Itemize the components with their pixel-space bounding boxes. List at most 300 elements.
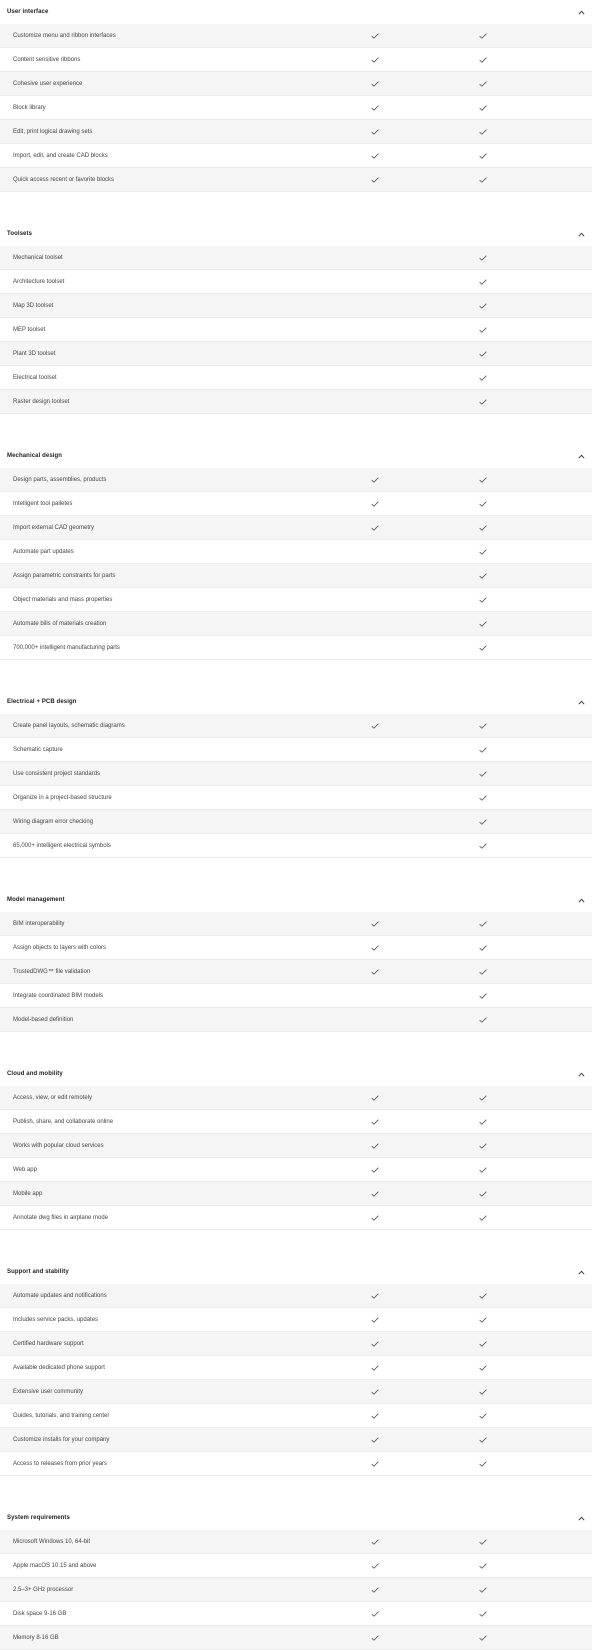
check-icon	[371, 1341, 379, 1347]
plan-1-cell	[370, 1626, 380, 1649]
check-icon	[479, 1389, 487, 1395]
check-icon	[371, 921, 379, 927]
section-title: Mechanical design	[7, 453, 63, 459]
plan-1-cell	[370, 738, 380, 761]
plan-1-cell	[370, 1158, 380, 1181]
plan-1-cell	[370, 294, 380, 317]
check-icon	[479, 33, 487, 39]
table-row	[0, 294, 592, 318]
chevron-up-icon[interactable]	[577, 698, 585, 706]
check-icon	[371, 723, 379, 729]
feature-label: Assign objects to layers with colors	[13, 944, 107, 951]
plan-1-cell	[370, 1332, 380, 1355]
check-icon	[479, 1167, 487, 1173]
table-row	[0, 270, 592, 294]
plan-2-cell	[478, 714, 488, 737]
check-icon	[479, 399, 487, 405]
table-row	[0, 1530, 592, 1554]
table-row	[0, 1008, 592, 1032]
chevron-up-icon[interactable]	[577, 452, 585, 460]
section-title: Cloud and mobility	[7, 1071, 63, 1077]
feature-label: Customize installs for your company	[13, 1436, 110, 1443]
plan-1-cell	[370, 1554, 380, 1577]
feature-label: Microsoft Windows 10, 64-bit	[13, 1538, 91, 1545]
feature-label: Disk space 9-16 GB	[13, 1610, 67, 1617]
plan-2-cell	[478, 96, 488, 119]
plan-1-cell	[370, 1404, 380, 1427]
section-title: Support and stability	[7, 1269, 69, 1275]
check-icon	[479, 969, 487, 975]
check-icon	[371, 1539, 379, 1545]
plan-1-cell	[370, 786, 380, 809]
plan-1-cell	[370, 1086, 380, 1109]
table-row	[0, 1602, 592, 1626]
table-row	[0, 342, 592, 366]
check-icon	[479, 81, 487, 87]
feature-rows	[0, 1530, 592, 1650]
section-title: Toolsets	[7, 231, 33, 237]
section-header[interactable]	[0, 1506, 592, 1530]
plan-2-cell	[478, 1134, 488, 1157]
feature-label: Map 3D toolset	[13, 302, 54, 309]
check-icon	[479, 843, 487, 849]
plan-2-cell	[478, 810, 488, 833]
plan-2-cell	[478, 1086, 488, 1109]
check-icon	[371, 1365, 379, 1371]
check-icon	[479, 1461, 487, 1467]
check-icon	[479, 549, 487, 555]
feature-label: Wiring diagram error checking	[13, 818, 94, 825]
plan-1-cell	[370, 366, 380, 389]
feature-label: Memory 8-16 GB	[13, 1634, 59, 1641]
feature-label: Automate part updates	[13, 548, 74, 555]
plan-2-cell	[478, 144, 488, 167]
plan-1-cell	[370, 1284, 380, 1307]
feature-label: Extensive user community	[13, 1388, 84, 1395]
check-icon	[479, 1413, 487, 1419]
check-icon	[479, 105, 487, 111]
table-row	[0, 120, 592, 144]
table-row	[0, 72, 592, 96]
check-icon	[479, 921, 487, 927]
check-icon	[371, 57, 379, 63]
plan-2-cell	[478, 1110, 488, 1133]
feature-label: Intelligent tool palletes	[13, 500, 73, 507]
section-header[interactable]	[0, 1062, 592, 1086]
section-title: User interface	[7, 9, 49, 15]
table-row	[0, 714, 592, 738]
table-row	[0, 540, 592, 564]
feature-label: Mechanical toolset	[13, 254, 63, 261]
check-icon	[479, 351, 487, 357]
feature-label: Import external CAD geometry	[13, 524, 95, 531]
plan-2-cell	[478, 1332, 488, 1355]
plan-1-cell	[370, 1110, 380, 1133]
table-row	[0, 1380, 592, 1404]
check-icon	[371, 945, 379, 951]
plan-2-cell	[478, 1452, 488, 1475]
feature-label: Cohesive user experience	[13, 80, 83, 87]
table-row	[0, 1452, 592, 1476]
check-icon	[371, 1461, 379, 1467]
section-header[interactable]	[0, 444, 592, 468]
plan-2-cell	[478, 72, 488, 95]
feature-label: 700,000+ intelligent manufacturing parts	[13, 644, 120, 651]
plan-1-cell	[370, 540, 380, 563]
feature-label: Block library	[13, 104, 46, 111]
plan-1-cell	[370, 810, 380, 833]
table-row	[0, 1308, 592, 1332]
plan-2-cell	[478, 1206, 488, 1229]
section-electrical-pcb-design	[0, 690, 592, 858]
chevron-up-icon[interactable]	[577, 896, 585, 904]
plan-2-cell	[478, 786, 488, 809]
feature-label: Web app	[13, 1166, 37, 1173]
check-icon	[371, 1191, 379, 1197]
check-icon	[479, 597, 487, 603]
table-row	[0, 168, 592, 192]
plan-2-cell	[478, 738, 488, 761]
feature-label: Edit, print logical drawing sets	[13, 128, 93, 135]
check-icon	[371, 1119, 379, 1125]
table-row	[0, 834, 592, 858]
plan-2-cell	[478, 24, 488, 47]
plan-2-cell	[478, 1404, 488, 1427]
check-icon	[479, 153, 487, 159]
chevron-up-icon[interactable]	[577, 230, 585, 238]
plan-2-cell	[478, 1626, 488, 1649]
table-row	[0, 984, 592, 1008]
feature-label: Customize menu and ribbon interfaces	[13, 32, 116, 39]
plan-2-cell	[478, 246, 488, 269]
check-icon	[371, 1563, 379, 1569]
table-row	[0, 588, 592, 612]
table-row	[0, 144, 592, 168]
table-row	[0, 468, 592, 492]
feature-rows	[0, 714, 592, 858]
feature-label: BIM interoperability	[13, 920, 65, 927]
plan-2-cell	[478, 1380, 488, 1403]
plan-2-cell	[478, 636, 488, 659]
table-row	[0, 762, 592, 786]
plan-2-cell	[478, 468, 488, 491]
feature-rows	[0, 246, 592, 414]
section-header[interactable]	[0, 690, 592, 714]
check-icon	[371, 153, 379, 159]
section-header[interactable]	[0, 0, 592, 24]
check-icon	[479, 1341, 487, 1347]
check-icon	[479, 1017, 487, 1023]
plan-2-cell	[478, 612, 488, 635]
feature-label: Model-based definition	[13, 1016, 74, 1023]
section-user-interface	[0, 0, 592, 192]
check-icon	[479, 945, 487, 951]
check-icon	[371, 1293, 379, 1299]
check-icon	[371, 1215, 379, 1221]
check-icon	[479, 723, 487, 729]
plan-2-cell	[478, 1008, 488, 1031]
table-row	[0, 492, 592, 516]
chevron-up-icon[interactable]	[577, 8, 585, 16]
table-row	[0, 516, 592, 540]
plan-1-cell	[370, 1206, 380, 1229]
plan-1-cell	[370, 912, 380, 935]
feature-label: Automate updates and notifications	[13, 1292, 107, 1299]
feature-label: Annotate dwg files in airplane mode	[13, 1214, 109, 1221]
check-icon	[479, 129, 487, 135]
plan-2-cell	[478, 1158, 488, 1181]
feature-rows	[0, 24, 592, 192]
plan-1-cell	[370, 1182, 380, 1205]
plan-1-cell	[370, 984, 380, 1007]
chevron-up-icon[interactable]	[577, 1070, 585, 1078]
plan-1-cell	[370, 564, 380, 587]
check-icon	[479, 1563, 487, 1569]
feature-label: 2.5–3+ GHz processor	[13, 1586, 74, 1593]
section-header[interactable]	[0, 1260, 592, 1284]
plan-2-cell	[478, 1602, 488, 1625]
check-icon	[479, 279, 487, 285]
table-row	[0, 936, 592, 960]
table-row	[0, 1134, 592, 1158]
table-row	[0, 564, 592, 588]
feature-rows	[0, 468, 592, 660]
plan-2-cell	[478, 294, 488, 317]
check-icon	[479, 621, 487, 627]
check-icon	[371, 1143, 379, 1149]
check-icon	[371, 1317, 379, 1323]
plan-2-cell	[478, 984, 488, 1007]
plan-1-cell	[370, 390, 380, 413]
check-icon	[479, 747, 487, 753]
table-row	[0, 1110, 592, 1134]
plan-1-cell	[370, 1602, 380, 1625]
check-icon	[371, 969, 379, 975]
plan-2-cell	[478, 564, 488, 587]
plan-1-cell	[370, 636, 380, 659]
check-icon	[479, 525, 487, 531]
feature-label: Design parts, assemblies, products	[13, 476, 107, 483]
plan-2-cell	[478, 342, 488, 365]
table-row	[0, 96, 592, 120]
feature-label: Guides, tutorials, and training center	[13, 1412, 110, 1419]
feature-label: Mobile app	[13, 1190, 43, 1197]
plan-1-cell	[370, 144, 380, 167]
plan-1-cell	[370, 834, 380, 857]
section-system-requirements	[0, 1506, 592, 1650]
plan-2-cell	[478, 318, 488, 341]
table-row	[0, 1182, 592, 1206]
table-row	[0, 612, 592, 636]
check-icon	[371, 1635, 379, 1641]
check-icon	[479, 1215, 487, 1221]
plan-2-cell	[478, 1554, 488, 1577]
section-cloud-and-mobility	[0, 1062, 592, 1230]
plan-2-cell	[478, 912, 488, 935]
feature-rows	[0, 1284, 592, 1476]
check-icon	[479, 1587, 487, 1593]
chevron-up-icon[interactable]	[577, 1514, 585, 1522]
plan-1-cell	[370, 318, 380, 341]
table-row	[0, 738, 592, 762]
check-icon	[371, 1389, 379, 1395]
plan-2-cell	[478, 1578, 488, 1601]
plan-1-cell	[370, 1308, 380, 1331]
feature-label: Organize in a project-based structure	[13, 794, 112, 801]
feature-rows	[0, 1086, 592, 1230]
plan-2-cell	[478, 762, 488, 785]
check-icon	[371, 1611, 379, 1617]
section-title: System requirements	[7, 1515, 70, 1521]
plan-1-cell	[370, 342, 380, 365]
check-icon	[371, 525, 379, 531]
section-title: Model management	[7, 897, 65, 903]
feature-label: Use consistent project standards	[13, 770, 101, 777]
plan-2-cell	[478, 390, 488, 413]
plan-1-cell	[370, 120, 380, 143]
check-icon	[479, 1119, 487, 1125]
section-toolsets	[0, 222, 592, 414]
feature-label: Architecture toolset	[13, 278, 65, 285]
feature-label: Apple macOS 10.15 and above	[13, 1562, 97, 1569]
table-row	[0, 1284, 592, 1308]
feature-label: Import, edit, and create CAD blocks	[13, 152, 108, 159]
table-row	[0, 1332, 592, 1356]
feature-label: Works with popular cloud services	[13, 1142, 104, 1149]
check-icon	[371, 501, 379, 507]
feature-label: 65,000+ intelligent electrical symbols	[13, 842, 111, 849]
check-icon	[371, 1095, 379, 1101]
table-row	[0, 1206, 592, 1230]
check-icon	[479, 327, 487, 333]
feature-label: Access to releases from prior years	[13, 1460, 108, 1467]
check-icon	[479, 993, 487, 999]
plan-1-cell	[370, 1008, 380, 1031]
chevron-up-icon[interactable]	[577, 1268, 585, 1276]
table-row	[0, 912, 592, 936]
table-row	[0, 636, 592, 660]
feature-label: Quick access recent or favorite blocks	[13, 176, 115, 183]
table-row	[0, 960, 592, 984]
plan-1-cell	[370, 588, 380, 611]
plan-1-cell	[370, 48, 380, 71]
table-row	[0, 786, 592, 810]
plan-1-cell	[370, 1380, 380, 1403]
check-icon	[479, 1635, 487, 1641]
plan-1-cell	[370, 246, 380, 269]
table-row	[0, 48, 592, 72]
table-row	[0, 1158, 592, 1182]
check-icon	[479, 255, 487, 261]
section-header[interactable]	[0, 888, 592, 912]
plan-2-cell	[478, 516, 488, 539]
plan-1-cell	[370, 1578, 380, 1601]
check-icon	[479, 1317, 487, 1323]
check-icon	[371, 1413, 379, 1419]
feature-label: Available dedicated phone support	[13, 1364, 105, 1371]
feature-label: Electrical toolset	[13, 374, 57, 381]
check-icon	[371, 477, 379, 483]
plan-2-cell	[478, 588, 488, 611]
check-icon	[371, 33, 379, 39]
check-icon	[479, 795, 487, 801]
table-row	[0, 810, 592, 834]
plan-2-cell	[478, 270, 488, 293]
table-row	[0, 318, 592, 342]
table-row	[0, 1626, 592, 1650]
plan-2-cell	[478, 936, 488, 959]
plan-1-cell	[370, 1452, 380, 1475]
plan-2-cell	[478, 1356, 488, 1379]
plan-1-cell	[370, 1530, 380, 1553]
plan-1-cell	[370, 96, 380, 119]
check-icon	[371, 129, 379, 135]
check-icon	[479, 771, 487, 777]
feature-label: Raster design toolset	[13, 398, 70, 405]
plan-2-cell	[478, 120, 488, 143]
plan-1-cell	[370, 1356, 380, 1379]
check-icon	[479, 303, 487, 309]
plan-1-cell	[370, 612, 380, 635]
check-icon	[479, 1539, 487, 1545]
plan-1-cell	[370, 492, 380, 515]
plan-2-cell	[478, 1284, 488, 1307]
feature-label: Create panel layouts, schematic diagrams	[13, 722, 125, 729]
plan-1-cell	[370, 936, 380, 959]
plan-1-cell	[370, 1428, 380, 1451]
check-icon	[479, 501, 487, 507]
feature-label: TrustedDWG™ file validation	[13, 968, 91, 975]
plan-1-cell	[370, 468, 380, 491]
plan-1-cell	[370, 270, 380, 293]
check-icon	[371, 1167, 379, 1173]
plan-2-cell	[478, 1308, 488, 1331]
feature-label: Assign parametric constraints for parts	[13, 572, 116, 579]
plan-2-cell	[478, 366, 488, 389]
section-mechanical-design	[0, 444, 592, 660]
section-header[interactable]	[0, 222, 592, 246]
check-icon	[479, 645, 487, 651]
feature-label: Publish, share, and collaborate online	[13, 1118, 114, 1125]
feature-label: Plant 3D toolset	[13, 350, 56, 357]
plan-1-cell	[370, 1134, 380, 1157]
check-icon	[479, 819, 487, 825]
table-row	[0, 1086, 592, 1110]
check-icon	[479, 1293, 487, 1299]
plan-1-cell	[370, 714, 380, 737]
table-row	[0, 366, 592, 390]
check-icon	[479, 375, 487, 381]
check-icon	[479, 1365, 487, 1371]
check-icon	[479, 177, 487, 183]
plan-1-cell	[370, 762, 380, 785]
check-icon	[371, 81, 379, 87]
plan-2-cell	[478, 540, 488, 563]
plan-2-cell	[478, 1182, 488, 1205]
plan-1-cell	[370, 168, 380, 191]
check-icon	[479, 1191, 487, 1197]
plan-1-cell	[370, 960, 380, 983]
feature-label: Automate bills of materials creation	[13, 620, 107, 627]
table-row	[0, 1404, 592, 1428]
feature-label: Certified hardware support	[13, 1340, 84, 1347]
plan-2-cell	[478, 48, 488, 71]
table-row	[0, 1578, 592, 1602]
plan-2-cell	[478, 834, 488, 857]
check-icon	[371, 1587, 379, 1593]
check-icon	[479, 1095, 487, 1101]
check-icon	[479, 57, 487, 63]
